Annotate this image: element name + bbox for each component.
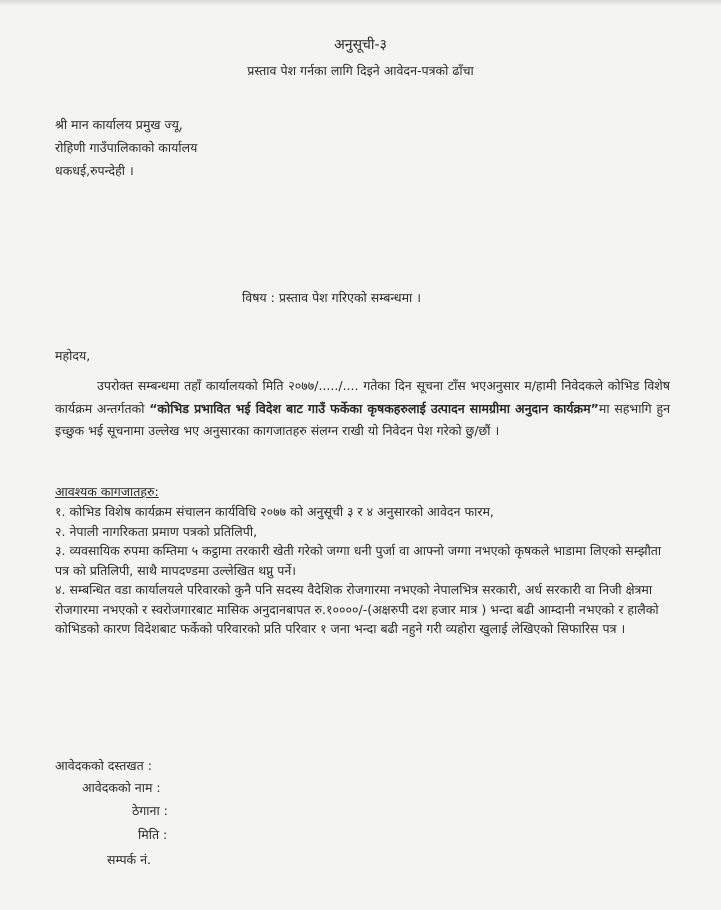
applicant-name-label: आवेदकको नाम :: [82, 780, 161, 795]
program-name: “कोभिड प्रभावित भई विदेश बाट गाउँ फर्केका कृषकहरुलाई उत्पादन सामग्रीमा अनुदान कार्यक्रम”: [149, 400, 599, 416]
body-part-1: उपरोक्त सम्बन्धमा तहाँ कार्यालयको मिति २०७७/...../.... गतेका दिन सूचना टाँस भएअनुसार म/हामी निवेदकले कोभिड विशेष कार्यक्रम अन्तर्गतको: [55, 378, 670, 416]
form-title: प्रस्ताव पेश गर्नका लागि दिइने आवेदन-पत्रको ढाँचा: [247, 63, 474, 78]
addressee-line-1: श्री मान कार्यालय प्रमुख ज्यू,: [55, 117, 183, 132]
document-item: १. कोभिड विशेष कार्यक्रम संचालन कार्यविधि २०७७ को अनुसूची ३ र ४ अनुसारको आवेदन फारम,: [55, 504, 494, 519]
body-part-2: मा सहभागि हुन इच्छुक भई सूचनामा उल्लेख भए अनुसारका कागजातहरु संलग्न राखी यो निवेदन पेश गरेको छु/छौं ।: [55, 400, 671, 438]
salutation: महोदय,: [55, 348, 91, 363]
document-item: ३. व्यवसायिक रुपमा कम्तिमा ५ कट्ठामा तरकारी खेती गरेको जग्गा धनी पुर्जा वा आफ्नो जग्गा नभएको कृषकले भाडामा लिएको सम्झौता पत्र को प्रतिलिपी, साथै मापदण्डमा उल्लेखित थप्नु पर्ने।: [55, 543, 662, 578]
document-item: ४. सम्बन्धित वडा कार्यालयले परिवारको कुनै पनि सदस्य वैदेशिक रोजगारमा नभएको नेपालभित्र सरकारी, अर्ध सरकारी वा निजी क्षेत्रमा रोजगारमा नभएको र स्वरोजगारबाट मासिक अनुदानबापत रु.१००००/-(अक्षरुपी दश हजार मात्र ) भन्दा बढी आम्दानी नभएको र हालैको कोभिडको कारण विदेशबाट फर्केको परिवारको प्रति परिवार १ जना भन्दा बढी नहुने गरी व्यहोरा खुलाई लेखिएको सिफारिस पत्र ।: [55, 582, 659, 636]
schedule-title: अनुसूची-३: [334, 37, 387, 53]
date-label: मिति :: [138, 827, 168, 842]
addressee-line-2: रोहिणी गाउँपालिकाको कार्यालय: [55, 140, 198, 155]
contact-number-label: सम्पर्क नं.: [107, 852, 152, 867]
applicant-signature-label: आवेदकको दस्तखत :: [55, 758, 152, 773]
subject-line: विषय : प्रस्ताव पेश गरिएको सम्बन्धमा ।: [242, 290, 421, 305]
required-documents-list: [55, 502, 675, 639]
document-item: २. नेपाली नागरिकता प्रमाण पत्रको प्रतिलिपी,: [55, 523, 258, 539]
addressee-line-3: धकधई,रुपन्देही ।: [55, 163, 134, 178]
documents-heading: आवश्यक कागजातहरु:: [55, 484, 159, 499]
application-body: [55, 375, 670, 443]
address-label: ठेगाना :: [132, 803, 168, 818]
page-fold-shadow: [0, 0, 721, 6]
